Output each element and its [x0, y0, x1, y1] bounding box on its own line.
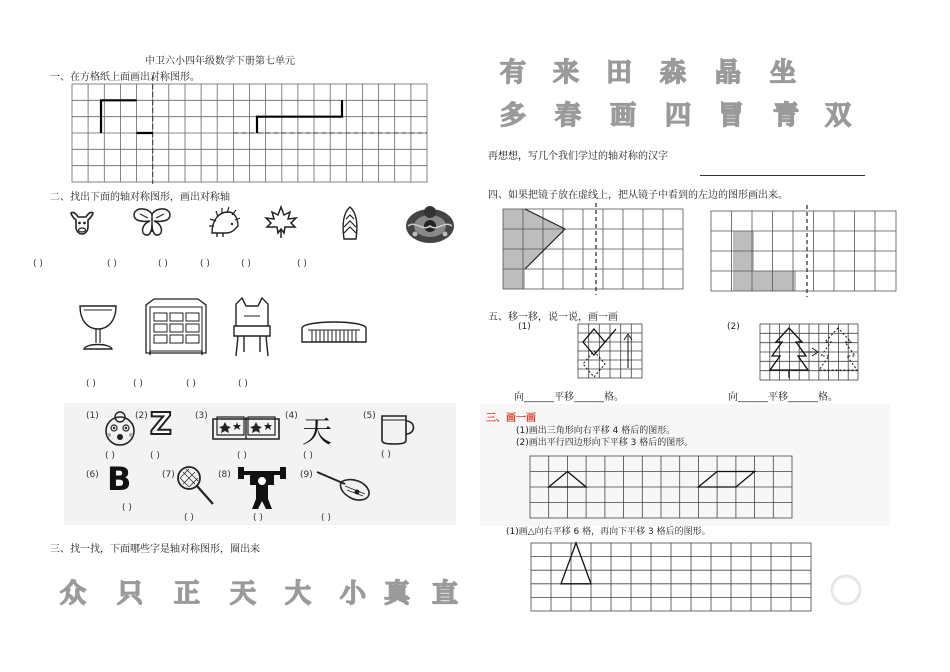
answer-paren-2[interactable]: ( ) [107, 259, 117, 269]
answer-paren-17[interactable]: ( ) [184, 513, 194, 523]
answer-paren-6[interactable]: ( ) [297, 259, 307, 269]
char-qing[interactable]: 青 [773, 101, 800, 131]
figure-num-9: (9) [300, 470, 313, 480]
comb-icon[interactable] [300, 316, 368, 346]
q5-label: 五、移一移，说一说，画一画 [488, 312, 618, 323]
draw-grid-1[interactable] [530, 456, 794, 520]
book-icon[interactable] [211, 413, 281, 443]
letter-z[interactable]: Z [150, 407, 172, 442]
bamboo-shoot-icon[interactable] [338, 205, 362, 241]
answer-paren-11[interactable]: ( ) [105, 451, 115, 461]
answer-paren-16[interactable]: ( ) [122, 503, 132, 513]
char-zhong[interactable]: 众 [60, 579, 87, 609]
answer-paren-9[interactable]: ( ) [186, 379, 196, 389]
q1-grid[interactable] [72, 84, 429, 184]
char-duo[interactable]: 多 [500, 101, 527, 131]
draw-instruction-2: (2)画出平行四边形向下平移 3 格后的图形。 [516, 438, 694, 448]
q4-mirror-grid-right[interactable] [711, 211, 898, 293]
page-title: 中卫六小四年级数学下册第七单元 [145, 56, 295, 67]
char-tian-2[interactable]: 天 [230, 579, 257, 609]
char-you[interactable]: 有 [500, 58, 527, 88]
answer-paren-18[interactable]: ( ) [253, 513, 263, 523]
char-zhi[interactable]: 只 [117, 579, 144, 609]
translate-grid-1[interactable] [578, 324, 644, 380]
racket-icon[interactable] [175, 464, 217, 508]
q1-label: 一、在方格纸上面画出对称图形。 [50, 72, 200, 83]
answer-line[interactable] [700, 175, 865, 176]
maple-leaf-icon[interactable] [262, 205, 300, 239]
char-zuo[interactable]: 坐 [770, 58, 797, 88]
draw-instruction-3: (1)画△向右平移 6 格，再向下平移 3 格后的图形。 [506, 527, 711, 537]
think-prompt: 再想想，写几个我们学过的轴对称的汉字 [488, 151, 668, 162]
answer-paren-15[interactable]: ( ) [381, 450, 391, 460]
char-tian-field[interactable]: 田 [606, 58, 633, 88]
char-shuang[interactable]: 双 [825, 101, 852, 131]
q4-label: 四、如果把镜子放在虚线上，把从镜子中看到的左边的图形画出来。 [488, 190, 788, 201]
figure-num-7: (7) [162, 470, 175, 480]
answer-paren-1[interactable]: ( ) [33, 259, 43, 269]
char-zhi-2[interactable]: 直 [432, 579, 459, 609]
draw-grid-2[interactable] [531, 543, 813, 613]
answer-paren-5[interactable]: ( ) [241, 259, 251, 269]
char-chun[interactable]: 春 [555, 101, 582, 131]
q4-mirror-grid-left[interactable] [503, 209, 685, 291]
q2-label: 二、找出下面的轴对称图形，画出对称轴 [50, 192, 230, 203]
answer-paren-10[interactable]: ( ) [238, 379, 248, 389]
cabinet-icon[interactable] [144, 297, 208, 355]
figure-num-3: (3) [195, 411, 208, 421]
answer-paren-3[interactable]: ( ) [158, 259, 168, 269]
answer-paren-14[interactable]: ( ) [303, 451, 313, 461]
q5-fill-2[interactable]: 向______平移______格。 [728, 392, 838, 403]
answer-paren-19[interactable]: ( ) [321, 513, 331, 523]
figure-num-5: (5) [363, 411, 376, 421]
butterfly-icon[interactable] [132, 206, 172, 238]
answer-paren-12[interactable]: ( ) [150, 451, 160, 461]
char-lai[interactable]: 来 [553, 58, 580, 88]
figure-num-8: (8) [218, 470, 231, 480]
hedgehog-icon[interactable] [208, 207, 240, 239]
answer-paren-13[interactable]: ( ) [237, 451, 247, 461]
char-da[interactable]: 大 [285, 579, 312, 609]
translate-grid-2[interactable] [760, 324, 860, 382]
goblet-icon[interactable] [76, 303, 120, 353]
q3-label: 三、找一找，下面哪些字是轴对称图形，圈出来 [50, 544, 260, 555]
char-jing[interactable]: 晶 [715, 58, 742, 88]
figure-num-4: (4) [285, 411, 298, 421]
answer-paren-8[interactable]: ( ) [133, 379, 143, 389]
pipa-icon[interactable] [315, 468, 371, 502]
figure-num-6: (6) [86, 470, 99, 480]
answer-paren-4[interactable]: ( ) [200, 259, 210, 269]
figure-num-1: (1) [86, 411, 99, 421]
answer-paren-7[interactable]: ( ) [86, 379, 96, 389]
faint-decoration-icon [826, 570, 866, 610]
ox-head-icon[interactable] [68, 208, 96, 236]
char-sen[interactable]: 森 [660, 58, 687, 88]
draw-section-title: 三、画一画 [486, 413, 536, 424]
draw-instruction-1: (1)画出三角形向右平移 4 格后的图形。 [516, 426, 676, 436]
chair-icon[interactable] [230, 296, 274, 358]
char-mao[interactable]: 冒 [718, 101, 745, 131]
ornament-icon[interactable] [403, 202, 457, 246]
q5-fill-1[interactable]: 向______平移______格。 [514, 392, 624, 403]
letter-b[interactable]: B [107, 460, 132, 498]
char-zheng[interactable]: 正 [174, 579, 201, 609]
q5-num-2: (2) [727, 322, 740, 332]
char-tian[interactable]: 天 [302, 415, 332, 450]
char-xiao[interactable]: 小 [340, 579, 367, 609]
q5-num-1: (1) [518, 322, 531, 332]
doll-face-icon[interactable] [102, 411, 138, 447]
char-zhen[interactable]: 真 [384, 579, 411, 609]
figure-num-2: (2) [135, 411, 148, 421]
char-si[interactable]: 四 [665, 101, 692, 131]
char-hua[interactable]: 画 [610, 101, 637, 131]
weightlifter-icon[interactable] [236, 465, 288, 509]
cup-icon[interactable] [378, 412, 418, 446]
